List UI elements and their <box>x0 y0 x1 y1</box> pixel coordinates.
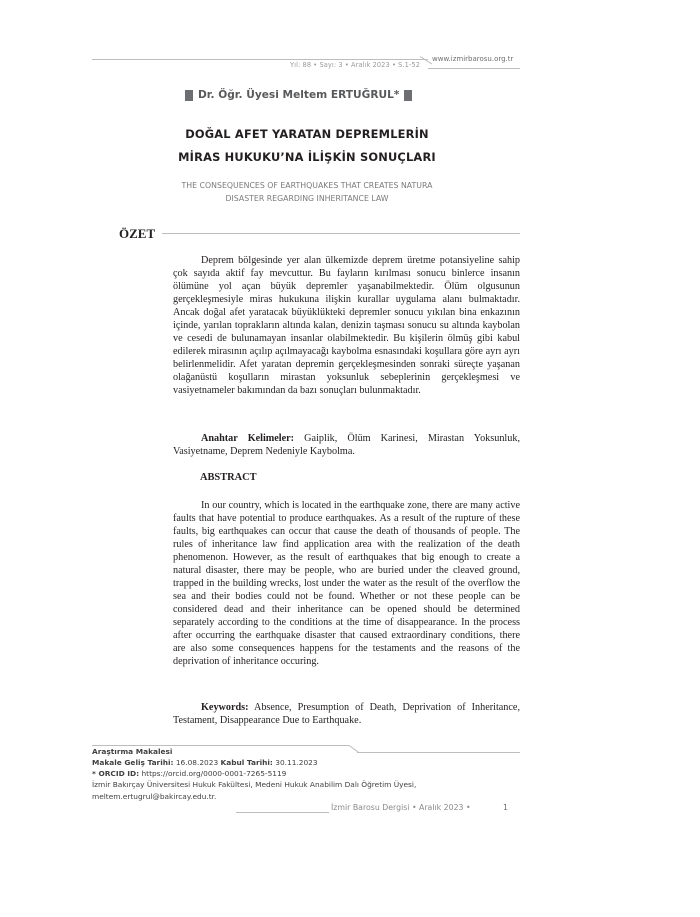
english-title-line-1: THE CONSEQUENCES OF EARTHQUAKES THAT CREATES NATURA <box>181 181 433 190</box>
footnote-rule-right <box>357 752 520 753</box>
author-name: Dr. Öğr. Üyesi Meltem ERTUĞRUL* <box>198 89 400 101</box>
issue-info: Yıl: 88 • Sayı: 3 • Aralık 2023 • S.1-52 <box>290 61 420 69</box>
keywords-label: Anahtar Kelimeler: <box>201 433 295 444</box>
header-rule <box>92 59 428 60</box>
english-title-line-2: DISASTER REGARDING INHERITANCE LAW <box>225 194 389 203</box>
ozet-keywords <box>173 432 520 458</box>
article-type: Araştırma Makalesi <box>92 747 173 756</box>
dates-line <box>92 757 318 768</box>
received-date: 16.08.2023 <box>173 758 221 767</box>
accepted-label: Kabul Tarihi: <box>220 758 273 767</box>
affiliation: İzmir Bakırçay Üniversitesi Hukuk Fakültesi, Medeni Hukuk Anabilim Dalı Öğretim Üyesi, <box>92 780 417 789</box>
abstract-body: In our country, which is located in the earthquake zone, there are many active faults that have potential to produce earthquakes. As a result of the rupture of these faults, big earthquakes can occur that cause the death of thousands of people. The rules of inheritance law find application area with the realization of the death phenomenon. However, as the result of earthquakes that big enough to create a natural disaster, there may be people, who are buried under the cleaved ground, trapped in the building wrecks, lost under the water as the result of the overflow the sea and their bodies could not be found. Whether or not these people can be considered dead and their inheritance can be opened should be determined separately according to the conditions at the time of disappearance. In the process after occurring the earthquake disaster that caused extraordinary conditions, there are also some consequences happens for the testaments and the reasons of the deprivation of inheritance occuring. <box>173 500 520 667</box>
header-rule-right <box>428 68 520 69</box>
page-number: 1 <box>503 803 508 812</box>
abstract-keywords <box>173 701 520 727</box>
header-rule-slant <box>420 56 432 64</box>
ozet-heading: ÖZET <box>119 226 156 241</box>
orcid-link[interactable]: https://orcid.org/0000-0001-7265-5119 <box>139 769 287 778</box>
author-email[interactable]: meltem.ertugrul@bakircay.edu.tr. <box>92 792 217 801</box>
page-footer-rule <box>236 812 329 813</box>
orcid-line <box>92 768 286 779</box>
keywords-label: Keywords: <box>201 702 249 713</box>
square-marker-icon <box>185 90 193 101</box>
keywords-text: Absence, Presumption of Death, Deprivation of Inheritance, Testament, Disappearance Due to Earthquake. <box>173 702 520 726</box>
received-label: Makale Geliş Tarihi: <box>92 758 174 767</box>
author-row <box>185 88 412 102</box>
footer-journal-name: İzmir Barosu Dergisi • Aralık 2023 • <box>331 803 471 812</box>
accepted-date: 30.11.2023 <box>272 758 318 767</box>
ozet-body: Deprem bölgesinde yer alan ülkemizde deprem üretme potansiyeline sahip çok sayıda aktif fay mevcuttur. Bu fayların kırılması sonucu binlerce insanın ölümüne yol açan büyük depremler yaşanabilmektedir. Ölüm olgusunun gerçekleşmesiyle miras hukukuna ilişkin kurallar uygulama alanı bulmaktadır. Ancak doğal afet yaratacak büyüklükteki depremler sonucu yıkılan bina enkazının içinde, yarılan toprakların altında kalan, denizin taşması sonucu su altında kaybolan ve cesedi de bulunamayan insanlar olabilmektedir. Bu kişilerin ölmüş gibi kabul edilerek mirasının açılıp açılmayacağı kaybolma esnasındaki koşullara göre ayrı ayrı belirlenmelidir. Afet yaratan depremin gerçekleşmesinden sonraki süreçte yaşanan olağanüstü koşulların mirastan yoksunluk sebeplerinin gerçekleşmesi ve vasiyetnameler bakımından da bazı sonuçları bulunmaktadır. <box>173 255 520 396</box>
square-marker-icon <box>404 90 412 101</box>
ozet-rule <box>162 233 520 234</box>
journal-website: www.izmirbarosu.org.tr <box>432 55 514 63</box>
abstract-heading: ABSTRACT <box>200 472 257 483</box>
article-title-line-1: DOĞAL AFET YARATAN DEPREMLERİN <box>185 127 429 141</box>
article-title-line-2: MİRAS HUKUKU’NA İLİŞKİN SONUÇLARI <box>178 150 436 164</box>
keywords-text: Gaiplik, Ölüm Karinesi, Mirastan Yoksunluk, Vasiyetname, Deprem Nedeniyle Kaybolma. <box>173 433 520 457</box>
orcid-label: * ORCID ID: <box>92 769 140 778</box>
